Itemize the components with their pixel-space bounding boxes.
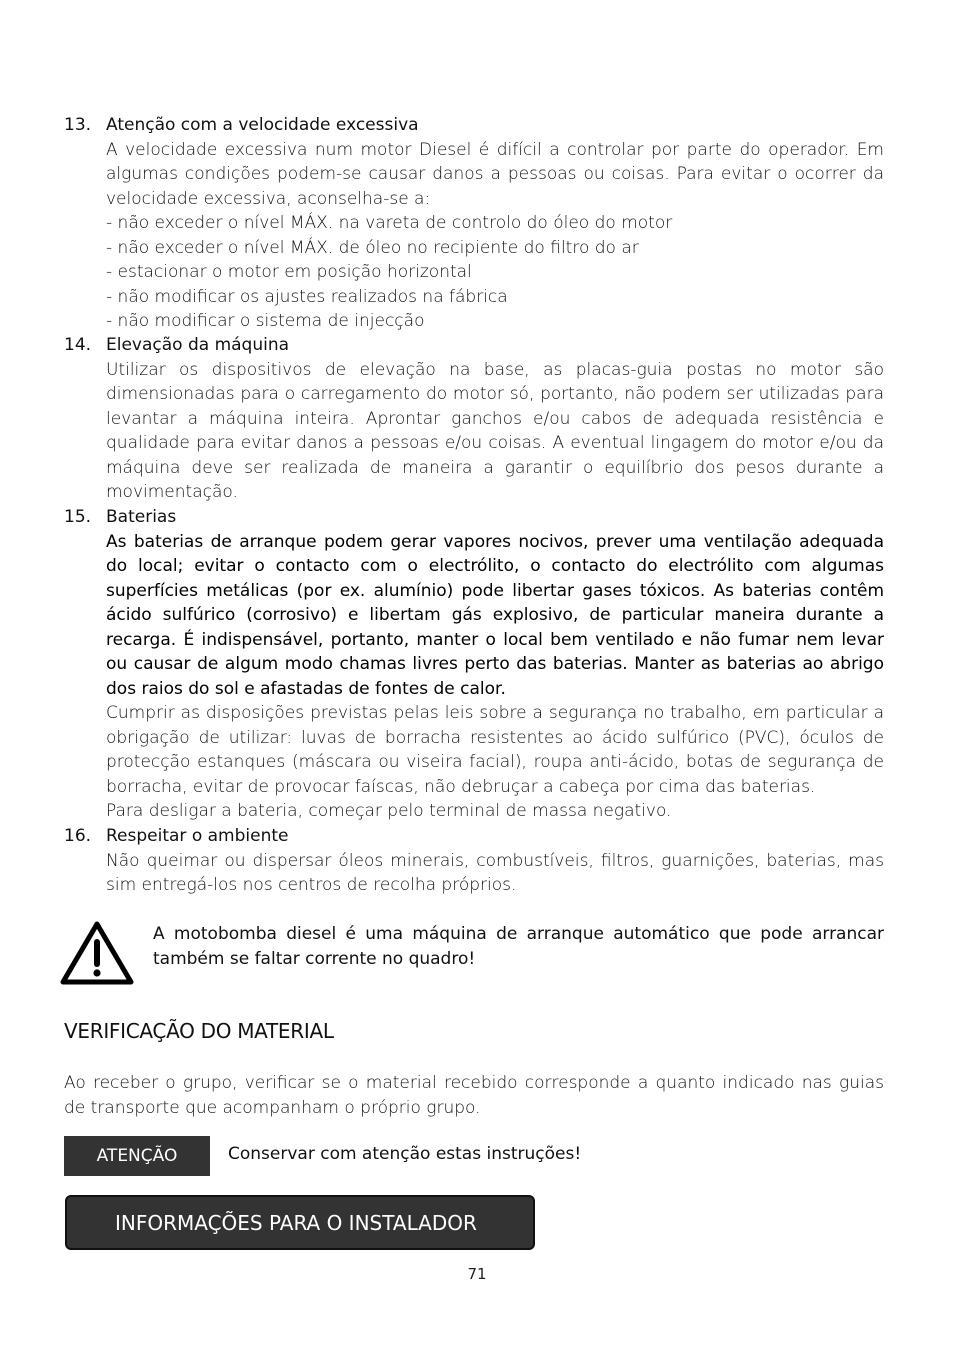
item-heading: Elevação da máquina [106, 335, 290, 355]
attention-badge: ATENÇÃO [64, 1136, 210, 1176]
list-item: - não exceder o nível MÁX. na vareta de controlo do óleo do motor [106, 213, 673, 233]
item-number: 13. [64, 115, 92, 135]
item-number: 14. [64, 335, 92, 355]
list-item: - estacionar o motor em posição horizontal [106, 262, 472, 282]
list-item: - não exceder o nível MÁX. de óleo no recipiente do filtro do ar [106, 237, 639, 258]
warning-text: A motobomba diesel é uma máquina de arranque automático que pode arrancar também se faltar corrente no quadro! [153, 924, 884, 969]
attention-text: Conservar com atenção estas instruções! [228, 1144, 582, 1164]
item-number: 16. [64, 826, 92, 846]
installer-banner: INFORMAÇÕES PARA O INSTALADOR [65, 1195, 535, 1250]
battery-warning-text: As baterias de arranque podem gerar vapores nocivos, prever uma ventilação adequada do local; evitar o contacto com o electrólito, o contacto do electrólito com algumas superfícies metálicas (por ex. alumínio) pode libertar gases tóxicos. As baterias contêm ácido sulfúrico (corrosivo) e libertam gás explosivo, de particular maneira durante a recarga. É indispensável, portanto, manter o local bem ventilado e não fumar nem levar ou causar de algum modo chamas livres perto das baterias. Manter as baterias ao abrigo dos raios do sol e afastadas de fontes de calor. [106, 531, 884, 699]
item-16 [64, 824, 884, 898]
item-15 [64, 505, 884, 824]
item-text-2: Para desligar a bateria, começar pelo terminal de massa negativo. [106, 801, 672, 821]
item-text: A velocidade excessiva num motor Diesel é difícil a controlar por parte do operador. Em algumas condições podem-se causar danos a pessoas ou coisas. Para evitar o ocorrer da velocidade excessiva, aconselha-se a: [106, 139, 884, 209]
item-text: Não queimar ou dispersar óleos minerais, combustíveis, filtros, guarnições, baterias, mas sim entregá-los nos centros de recolha próprios. [106, 850, 884, 895]
item-number: 15. [64, 507, 92, 527]
item-heading: Respeitar o ambiente [106, 826, 289, 846]
item-13 [64, 113, 884, 334]
warning-triangle-icon [60, 920, 134, 986]
warning-notice [60, 920, 884, 990]
item-text: Cumprir as disposições previstas pelas leis sobre a segurança no trabalho, em particular a obrigação de utilizar: luvas de borracha resistentes ao ácido sulfúrico (PVC), óculos de protecção estanques (máscara ou viseira facial), roupa anti-ácido, botas de segurança de borracha, evitar de provocar faíscas, não debruçar a cabeça por cima das baterias. [106, 703, 884, 797]
item-text: Utilizar os dispositivos de elevação na base, as placas-guia postas no motor são dimensionadas para o carregamento do motor só, portanto, não podem ser utilizadas para levantar a máquina inteira. Aprontar ganchos e/ou cabos de adequada resistência e qualidade para evitar danos a pessoas e/ou coisas. A eventual lingagem do motor e/ou da máquina deve ser realizada de maneira a garantir o equilíbrio dos pesos durante a movimentação. [106, 359, 884, 502]
list-item: - não modificar o sistema de injecção [106, 311, 425, 331]
section-title: VERIFICAÇÃO DO MATERIAL [64, 1019, 334, 1043]
section-paragraph: Ao receber o grupo, verificar se o material recebido corresponde a quanto indicado nas guias de transporte que acompanham o próprio grupo. [64, 1073, 884, 1118]
item-heading: Baterias [106, 507, 177, 527]
item-14 [64, 333, 884, 505]
page-number: 71 [467, 1265, 487, 1283]
item-heading: Atenção com a velocidade excessiva [106, 115, 419, 135]
list-item: - não modificar os ajustes realizados na fábrica [106, 286, 508, 307]
